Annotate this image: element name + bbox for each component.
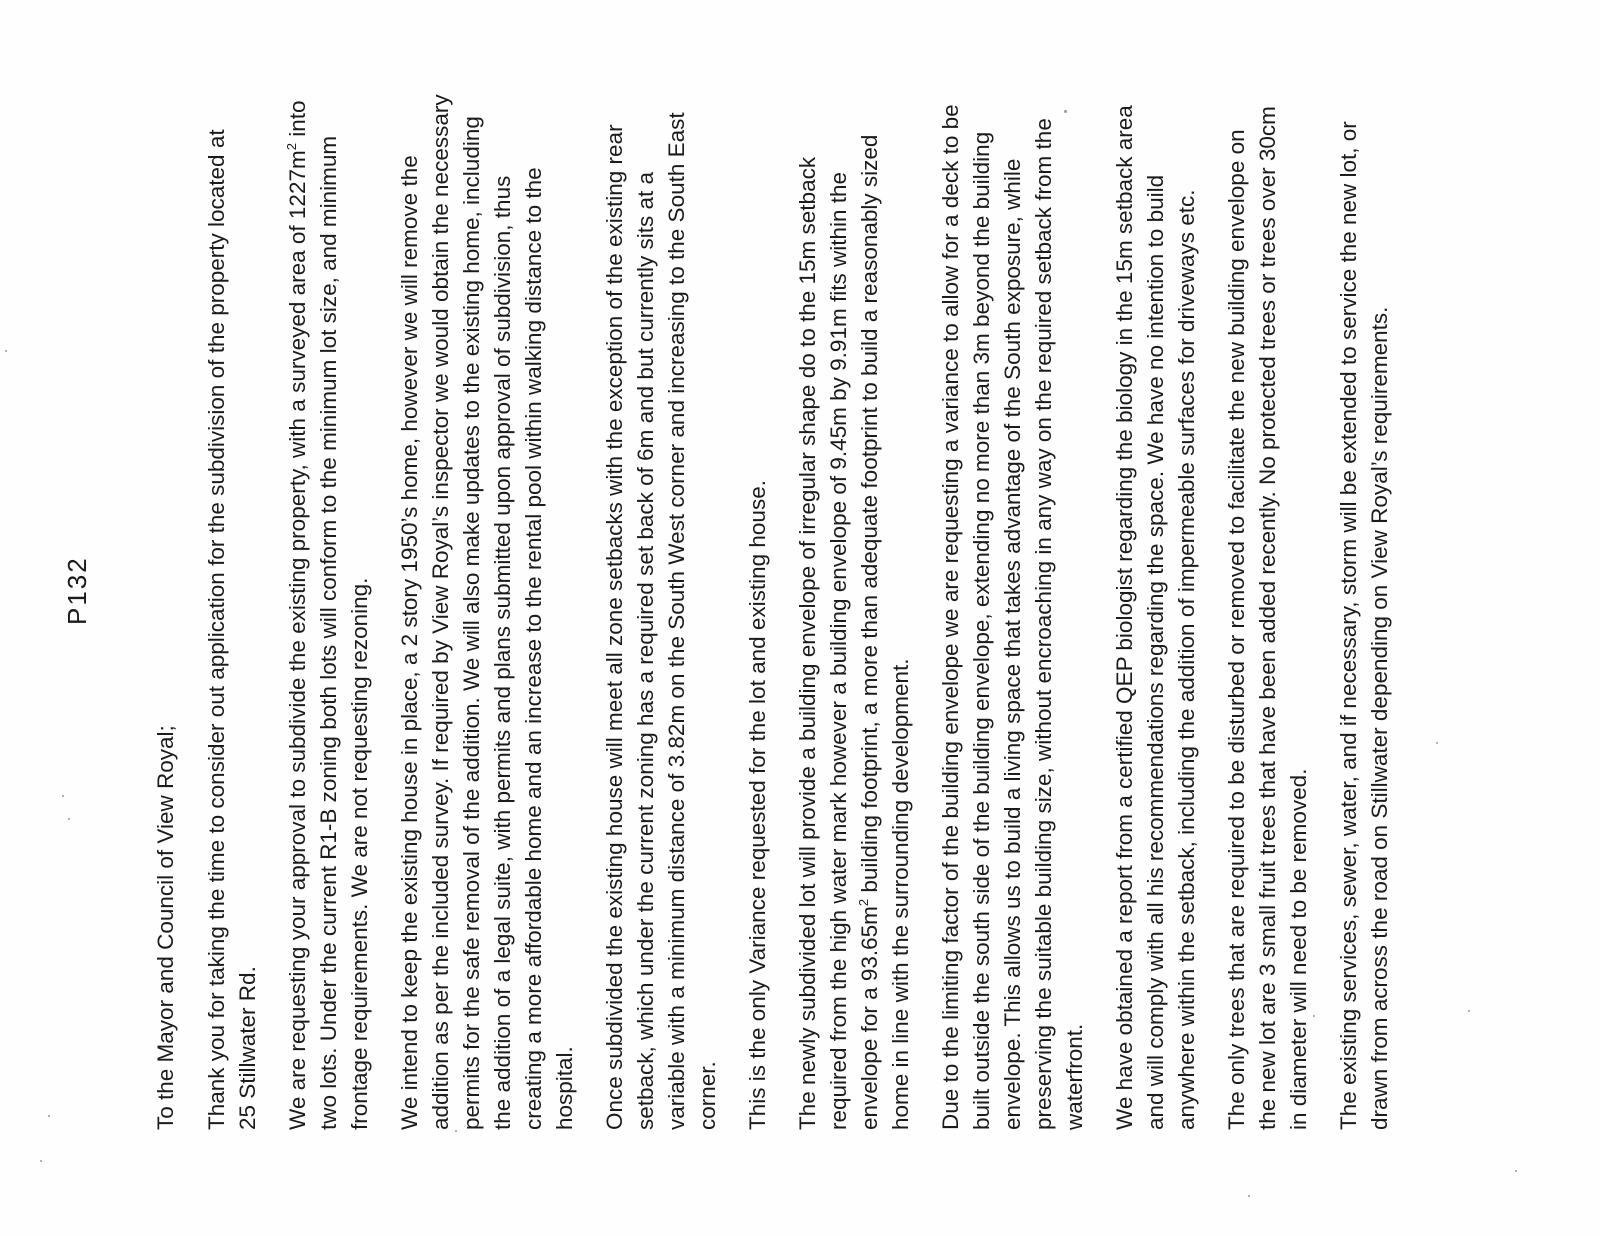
text-line-tail: into	[285, 100, 310, 144]
text-line: We are requesting your approval to subdivide the existing property, with a surveyed area of $1227m^2$ into	[284, 100, 310, 1130]
scan-speck	[455, 1130, 457, 1132]
scan-speck	[1064, 110, 1067, 113]
scan-speck	[1515, 1170, 1517, 1172]
text-line: built outside the south side of the building envelope, extending no more than 3m beyond the building	[969, 131, 994, 1130]
paragraph	[792, 70, 916, 1130]
text-line: addition as per the included survey. If required by View Royal’s inspector we would obtain the necessary	[428, 94, 453, 1130]
paragraph	[201, 70, 263, 1130]
text-line-tail: building footprint, a more than adequate footprint to build a reasonably sized	[857, 134, 882, 899]
text-line: permits for the safe removal of the addition. We will also make updates to the existing home, including	[459, 116, 484, 1130]
text-line: envelope. This allows us to build a living space that takes advantage of the South exposure, while	[1000, 158, 1025, 1130]
text-line: The newly subdivided lot will provide a building envelope of irregular shape do to the 15m setback	[795, 156, 820, 1130]
text-line: frontage requirements. We are not requesting rezoning.	[347, 577, 372, 1130]
page-number: P132	[62, 556, 92, 625]
text-line: drawn from across the road on Stillwater depending on View Royal’s requirements.	[1367, 306, 1392, 1130]
scan-speck	[48, 1115, 50, 1117]
text-line: The only trees that are required to be disturbed or removed to facilitate the new building envelope on	[1224, 129, 1249, 1130]
text-line: We have obtained a report from a certified QEP biologist regarding the biology in the 15m setback area	[1112, 105, 1137, 1130]
letter-body	[150, 70, 1395, 1130]
scan-speck	[1248, 1195, 1250, 1197]
text-line: The existing services, sewer, water, and if necessary, storm will be extended to service the new lot, or	[1336, 121, 1361, 1130]
paragraph	[1333, 70, 1395, 1130]
scan-speck	[68, 818, 70, 820]
scan-speck	[5, 350, 7, 352]
text-line: required from the high water mark however a building envelope of 9.45m by 9.91m fits within the	[826, 171, 851, 1130]
text-line: Thank you for taking the time to consider out application for the subdivision of the property located at	[204, 129, 229, 1130]
scan-speck	[1313, 1015, 1315, 1017]
scan-speck	[62, 795, 64, 797]
text-line: corner.	[695, 1061, 720, 1130]
text-line: in diameter will need to be removed.	[1286, 768, 1311, 1130]
text-line: and will comply with all his recommendations regarding the space. We have no intention to build	[1143, 174, 1168, 1130]
text-line: hospital.	[552, 1046, 577, 1130]
paragraph	[282, 70, 375, 1130]
text-line: Due to the limiting factor of the building envelope we are requesting a variance to allow for a deck to be	[938, 104, 963, 1130]
scan-speck	[40, 1160, 42, 1162]
paragraph	[599, 70, 723, 1130]
paragraph	[1109, 70, 1202, 1130]
text-line: home in line with the surrounding development.	[888, 658, 913, 1130]
scan-speck	[1468, 1010, 1470, 1012]
text-line: Once subdivided the existing house will meet all zone setbacks with the exception of the existing rear	[602, 124, 627, 1130]
scan-speck	[1436, 742, 1438, 744]
text-line: anywhere within the setback, including the addition of impermeable surfaces for driveways etc.	[1174, 189, 1199, 1130]
text-line: the new lot are 3 small fruit trees that have been added recently. No protected trees or trees over 30cm	[1255, 106, 1280, 1130]
salutation: To the Mayor and Council of View Royal;	[153, 725, 178, 1130]
text-line: waterfront.	[1062, 1023, 1087, 1130]
text-line: 25 Stillwater Rd.	[235, 966, 260, 1130]
text-line: the addition of a legal suite, with permits and plans submitted upon approval of subdivision, thus	[490, 175, 515, 1130]
text-line: We intend to keep the existing house in place, a 2 story 1950’s home, however we will remove the	[397, 155, 422, 1130]
text-line: variable with a minimum distance of 3.82m on the South West corner and increasing to the South East	[664, 112, 689, 1130]
text-line: setback, which under the current zoning has a required set back of 6m and but currently sits at a	[633, 171, 658, 1130]
text-line: This is the only Variance requested for the lot and existing house.	[745, 480, 770, 1130]
paragraph	[935, 70, 1090, 1130]
paragraph	[742, 70, 773, 1130]
text-line: envelope for a $93.65m^2$ building footprint, a more than adequate footprint to build a reasonably sized	[856, 134, 882, 1130]
paragraph	[394, 70, 580, 1130]
paragraph	[1221, 70, 1314, 1130]
text-line: preserving the suitable building size, without encroaching in any way on the required setback from the	[1031, 118, 1056, 1130]
superscript: 2	[856, 898, 871, 907]
text-line: two lots. Under the current R1-B zoning both lots will conform to the minimum lot size, and minimum	[316, 135, 341, 1130]
text-line: creating a more affordable home and an increase to the rental pool within walking distance to the	[521, 167, 546, 1130]
superscript: 2	[284, 143, 299, 151]
letter-paragraphs	[201, 70, 1395, 1130]
